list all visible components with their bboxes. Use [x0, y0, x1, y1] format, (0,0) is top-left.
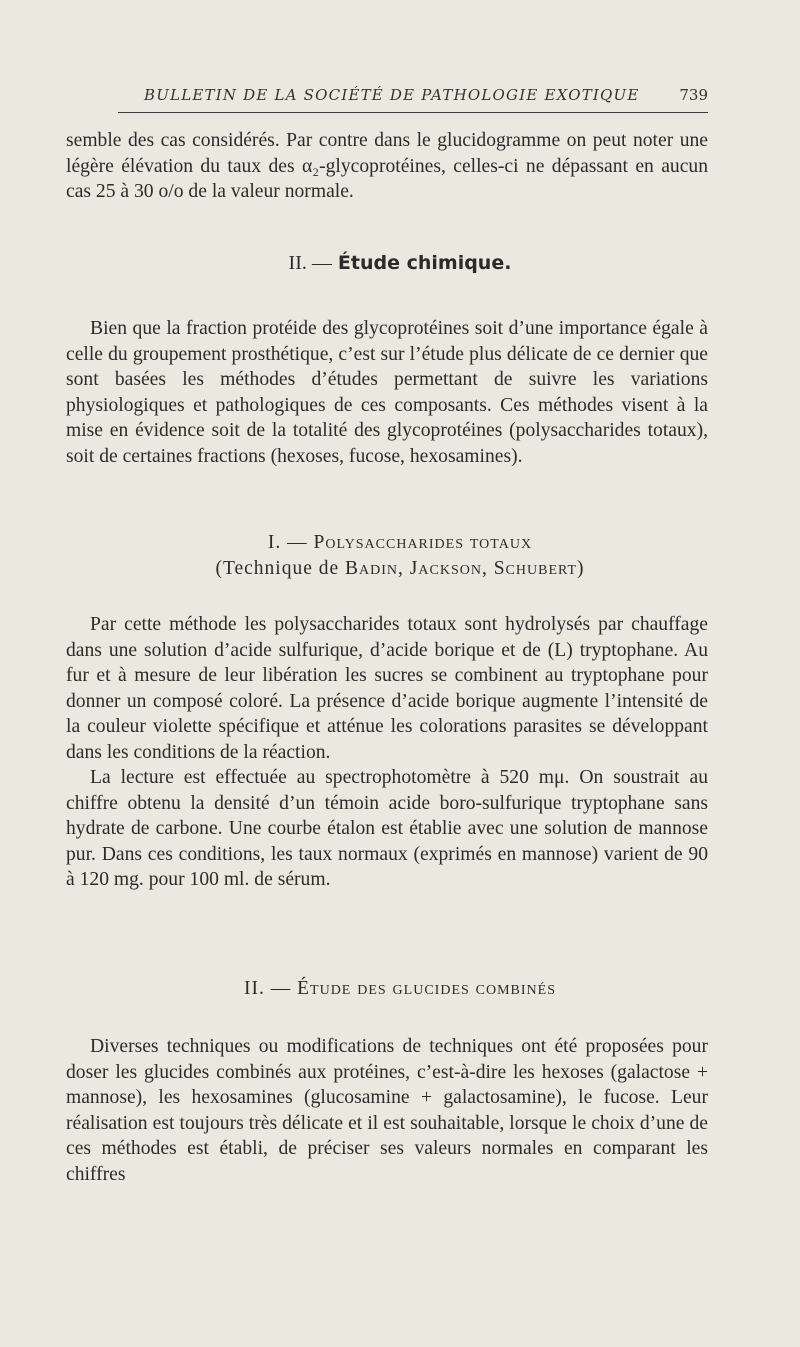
section-number: II. — [288, 252, 332, 274]
header-rule [118, 112, 708, 113]
subsection-number: II. — [244, 978, 292, 999]
section-title: Étude chimique. [337, 252, 512, 274]
author-name: Badin [345, 558, 399, 579]
paragraph: semble des cas considérés. Par contre dans le glucidogramme on peut noter une légère élévation du taux des α₂-glycoprotéines, celles-ci ne dépassant en aucun cas 25 à 30 o/o de la valeur normale. [66, 130, 708, 202]
technique-suffix: ) [577, 558, 585, 579]
paragraph-intro [66, 316, 708, 469]
subsection-title: Polysaccharides totaux [313, 532, 533, 553]
subsection-heading-glucides [0, 978, 800, 1000]
subsection-number: I. — [267, 532, 308, 553]
technique-prefix: (Technique de [215, 558, 340, 579]
running-header [118, 86, 708, 108]
paragraph-method [66, 612, 708, 893]
page-number: 739 [679, 86, 708, 104]
technique-credit: (Technique de Badin, Jackson, Schubert) [215, 558, 585, 579]
paragraph-techniques [66, 1034, 708, 1187]
author-name: Jackson [409, 558, 482, 579]
journal-title: BULLETIN DE LA SOCIÉTÉ DE PATHOLOGIE EXOTIQUE [144, 86, 640, 104]
paragraph: Par cette méthode les polysaccharides totaux sont hydrolysés par chauffage dans une solution d’acide sulfurique, d’acide borique et de (L) tryptophane. Au fur et à mesure de leur libération les sucres se combinent au tryptophane pour donner un composé coloré. La présence d’acide borique augmente l’intensité de la couleur violette spécifique et atténue les colorations parasites se développant dans les conditions de la réaction. [66, 614, 708, 763]
paragraph: La lecture est effectuée au spectrophotomètre à 520 mμ. On soustrait au chiffre obtenu la densité d’un témoin acide boro-sulfurique tryptophane sans hydrate de carbone. Une courbe étalon est établie avec une solution de mannose pur. Dans ces conditions, les taux normaux (exprimés en mannose) varient de 90 à 120 mg. pour 100 ml. de sérum. [66, 767, 708, 890]
section-heading-etude-chimique [0, 252, 800, 275]
paragraph: Diverses techniques ou modifications de techniques ont été proposées pour doser les glucides combinés aux protéines, c’est-à-dire les hexoses (galactose + mannose), les hexosamines (glucosamine + galactosamine), le fucose. Leur réalisation est toujours très délicate et il est souhaitable, lorsque le choix d’une de ces méthodes est établi, de préciser ses valeurs normales en comparant les chiffres [66, 1036, 708, 1185]
paragraph: Bien que la fraction protéide des glycoprotéines soit d’une importance égale à celle du groupement prosthétique, c’est sur l’étude plus délicate de ce dernier que sont basées les méthodes d’études permettant de suivre les variations physiologiques et pathologiques de ces composants. Ces méthodes visent à la mise en évidence soit de la totalité des glycoprotéines (polysaccharides totaux), soit de certaines fractions (hexoses, fucose, hexosamines). [66, 318, 708, 467]
paragraph-continuation [66, 128, 708, 205]
subsection-title: Étude des glucides combinés [297, 978, 556, 999]
subsection-heading-polysaccharides [0, 532, 800, 554]
author-name: Schubert [493, 558, 578, 579]
